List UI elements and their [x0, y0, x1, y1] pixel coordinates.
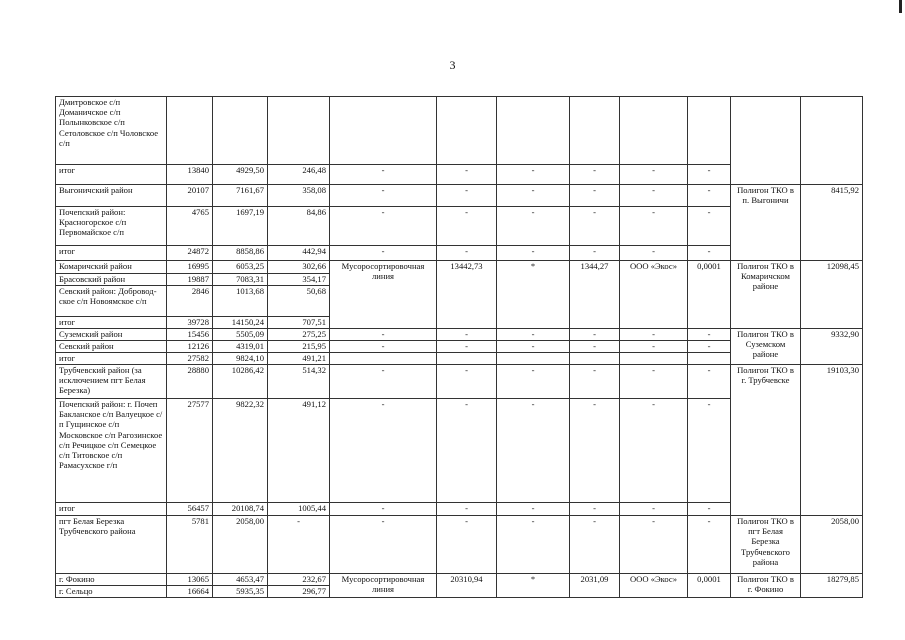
waste-volume-value: 9822,32	[213, 399, 268, 503]
rate-value: -	[688, 165, 731, 185]
operator-name: -	[620, 503, 688, 516]
settlement-name: пгт Белая Березка Трубчевского района	[56, 516, 167, 574]
processing-capacity: -	[437, 185, 497, 207]
landfill-name: Полигон ТКО в г. Трубчевске	[731, 365, 801, 516]
waste-volume-value: 5505,09	[213, 329, 268, 341]
operator-name: -	[620, 365, 688, 399]
table-row	[56, 329, 863, 341]
operator-name: -	[620, 185, 688, 207]
waste-volume-value: 20108,74	[213, 503, 268, 516]
sorted-volume: 2031,09	[570, 574, 620, 598]
rate-value: -	[688, 365, 731, 399]
marker-cell: -	[497, 399, 570, 503]
table-row	[56, 516, 863, 574]
landfill-capacity: 2058,00	[801, 516, 863, 574]
processing-tech: Мусоросортировочная линия	[330, 574, 437, 598]
population-value: 28880	[167, 365, 213, 399]
operator-name: -	[620, 341, 688, 353]
marker-cell: -	[497, 207, 570, 246]
processing-capacity: -	[437, 399, 497, 503]
waste-mass-value: 707,51	[268, 317, 330, 329]
settlement-name: Севский район	[56, 341, 167, 353]
waste-volume-value: 7161,67	[213, 185, 268, 207]
waste-mass-value: 491,21	[268, 353, 330, 365]
waste-volume-value: 4319,01	[213, 341, 268, 353]
sorted-volume: -	[570, 165, 620, 185]
landfill-capacity: 9332,90	[801, 329, 863, 365]
sorted-volume: -	[570, 341, 620, 353]
marker-cell: -	[497, 365, 570, 399]
population-value: 20107	[167, 185, 213, 207]
landfill-capacity: 12098,45	[801, 261, 863, 329]
sorted-volume: -	[570, 185, 620, 207]
waste-mass-value: 246,48	[268, 165, 330, 185]
settlement-name: г. Фокино	[56, 574, 167, 586]
waste-mass-value: 354,17	[268, 274, 330, 286]
operator-name: -	[620, 165, 688, 185]
waste-mass-value: 514,32	[268, 365, 330, 399]
landfill-capacity: 8415,92	[801, 185, 863, 261]
waste-mass-value: 275,25	[268, 329, 330, 341]
landfill-capacity: 18279,85	[801, 574, 863, 598]
landfill-capacity: 19103,30	[801, 365, 863, 516]
processing-tech: -	[330, 516, 437, 574]
waste-mass-value: 1005,44	[268, 503, 330, 516]
waste-volume-value: 6053,25	[213, 261, 268, 274]
sorted-volume: -	[570, 329, 620, 341]
settlement-name: Почепский район: г. Почеп Бакланское с/п Валуецкое с/п Гущинское с/п Московское с/п Рагозинское с/п Речицкое с/п Семецкое с/п Титовское с/п Рамасухское г/п	[56, 399, 167, 503]
landfill-name: Полигон ТКО в Комаричском районе	[731, 261, 801, 329]
waste-mass-value: -	[268, 516, 330, 574]
table-row	[56, 261, 863, 274]
waste-volume-value: 9824,10	[213, 353, 268, 365]
processing-capacity: -	[437, 329, 497, 341]
waste-volume-value: 1697,19	[213, 207, 268, 246]
rate-value: -	[688, 341, 731, 353]
waste-volume-value: 14150,24	[213, 317, 268, 329]
waste-volume-value: 4653,47	[213, 574, 268, 586]
marker-cell: -	[497, 185, 570, 207]
processing-tech: -	[330, 365, 437, 399]
marker-cell: -	[497, 516, 570, 574]
sorted-volume: -	[570, 207, 620, 246]
waste-mass-value: 84,86	[268, 207, 330, 246]
processing-tech: -	[330, 503, 437, 516]
waste-mass-value: 358,08	[268, 185, 330, 207]
population-value: 2846	[167, 286, 213, 317]
population-value: 15456	[167, 329, 213, 341]
settlement-name: Выгоничский район	[56, 185, 167, 207]
operator-name: -	[620, 329, 688, 341]
processing-capacity: -	[437, 516, 497, 574]
population-value: 39728	[167, 317, 213, 329]
processing-tech: -	[330, 185, 437, 207]
settlement-name: Суземский район	[56, 329, 167, 341]
settlement-name: Почепский район: Красногорское с/п Первомайское с/п	[56, 207, 167, 246]
population-value: 12126	[167, 341, 213, 353]
rate-value: -	[688, 516, 731, 574]
sorted-volume: -	[570, 246, 620, 261]
population-value: 5781	[167, 516, 213, 574]
operator-name: -	[620, 207, 688, 246]
marker-cell: -	[497, 246, 570, 261]
waste-volume-value: 8858,86	[213, 246, 268, 261]
waste-volume-value: 1013,68	[213, 286, 268, 317]
table-row	[56, 97, 863, 165]
rate-value: -	[688, 399, 731, 503]
population-value: 24872	[167, 246, 213, 261]
processing-capacity: -	[437, 341, 497, 353]
waste-mass-value: 296,77	[268, 586, 330, 598]
processing-tech: -	[330, 207, 437, 246]
processing-capacity: -	[437, 246, 497, 261]
population-value: 27582	[167, 353, 213, 365]
settlement-name: Дмитровское с/п Доманичское с/п Полынковское с/п Сетоловское с/п Чоловское с/п	[56, 97, 167, 165]
marker-cell: *	[497, 574, 570, 598]
landfill-name: Полигон ТКО в пгт Белая Березка Трубчевского района	[731, 516, 801, 574]
processing-tech: Мусоросортировочная линия	[330, 261, 437, 329]
scan-edge-mark	[899, 0, 902, 13]
waste-volume-value: 2058,00	[213, 516, 268, 574]
settlement-name: Трубчевский район (за исключением пгт Белая Березка)	[56, 365, 167, 399]
waste-mass-value: 50,68	[268, 286, 330, 317]
population-value: 16995	[167, 261, 213, 274]
waste-volume-value: 10286,42	[213, 365, 268, 399]
operator-name: -	[620, 516, 688, 574]
operator-name: ООО «Экос»	[620, 574, 688, 598]
operator-name: -	[620, 399, 688, 503]
population-value: 27577	[167, 399, 213, 503]
settlement-name: Комаричский район	[56, 261, 167, 274]
landfill-name: Полигон ТКО в п. Выгоничи	[731, 185, 801, 261]
marker-cell: -	[497, 329, 570, 341]
settlement-name: итог	[56, 503, 167, 516]
settlement-name: г. Сельцо	[56, 586, 167, 598]
waste-mass-value: 491,12	[268, 399, 330, 503]
processing-capacity: -	[437, 503, 497, 516]
processing-tech: -	[330, 341, 437, 353]
table-row	[56, 185, 863, 207]
marker-cell: -	[497, 165, 570, 185]
page-number: 3	[449, 58, 456, 72]
processing-tech: -	[330, 246, 437, 261]
waste-volume-value: 7083,31	[213, 274, 268, 286]
settlement-name: Брасовский район	[56, 274, 167, 286]
waste-mass-value: 302,66	[268, 261, 330, 274]
population-value: 13065	[167, 574, 213, 586]
operator-name: -	[620, 246, 688, 261]
landfill-name: Полигон ТКО в г. Фокино	[731, 574, 801, 598]
settlement-name: Севский район: Доброводское с/п Новоямское с/п	[56, 286, 167, 317]
waste-mass-value: 232,67	[268, 574, 330, 586]
sorted-volume: -	[570, 516, 620, 574]
processing-capacity: 13442,73	[437, 261, 497, 329]
sorted-volume: -	[570, 399, 620, 503]
rate-value: -	[688, 329, 731, 341]
rate-value: 0,0001	[688, 574, 731, 598]
marker-cell: *	[497, 261, 570, 329]
rate-value: 0,0001	[688, 261, 731, 329]
settlement-name: итог	[56, 165, 167, 185]
rate-value: -	[688, 207, 731, 246]
sorted-volume: -	[570, 503, 620, 516]
marker-cell: -	[497, 503, 570, 516]
population-value: 19887	[167, 274, 213, 286]
processing-capacity: -	[437, 365, 497, 399]
settlement-name: итог	[56, 353, 167, 365]
population-value: 16664	[167, 586, 213, 598]
operator-name: ООО «Экос»	[620, 261, 688, 329]
processing-tech: -	[330, 329, 437, 341]
processing-capacity: -	[437, 165, 497, 185]
waste-volume-value: 4929,50	[213, 165, 268, 185]
waste-mass-value: 215,95	[268, 341, 330, 353]
table-row	[56, 574, 863, 586]
waste-mass-value: 442,94	[268, 246, 330, 261]
waste-volume-value: 5935,35	[213, 586, 268, 598]
rate-value: -	[688, 185, 731, 207]
table-row	[56, 365, 863, 399]
landfill-name: Полигон ТКО в Суземском районе	[731, 329, 801, 365]
waste-distribution-table	[55, 96, 863, 598]
sorted-volume: -	[570, 365, 620, 399]
marker-cell: -	[497, 341, 570, 353]
population-value: 4765	[167, 207, 213, 246]
rate-value: -	[688, 246, 731, 261]
sorted-volume: 1344,27	[570, 261, 620, 329]
processing-tech: -	[330, 165, 437, 185]
settlement-name: итог	[56, 246, 167, 261]
landfill-cell	[731, 97, 801, 185]
processing-capacity: 20310,94	[437, 574, 497, 598]
rate-value: -	[688, 503, 731, 516]
population-value: 56457	[167, 503, 213, 516]
settlement-name: итог	[56, 317, 167, 329]
processing-tech: -	[330, 399, 437, 503]
population-value: 13840	[167, 165, 213, 185]
capacity-cell	[801, 97, 863, 185]
processing-capacity: -	[437, 207, 497, 246]
